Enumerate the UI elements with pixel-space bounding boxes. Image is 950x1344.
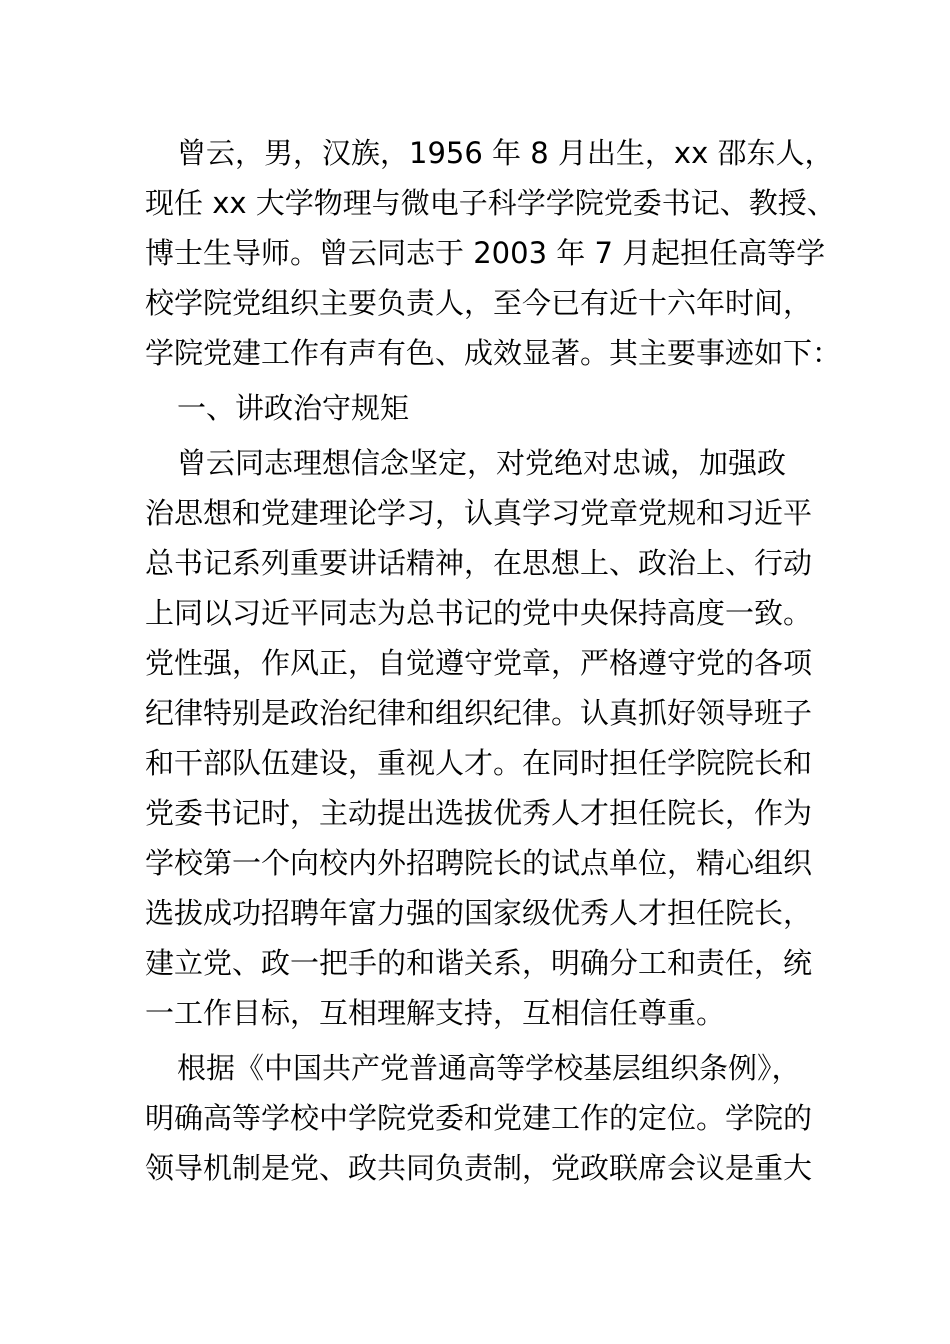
- text-line: 纪律特别是政治纪律和组织纪律。认真抓好领导班子: [145, 696, 813, 730]
- text-line: 上同以习近平同志为总书记的党中央保持高度一致。: [145, 596, 813, 630]
- text-line: 领导机制是党、政共同负责制，党政联席会议是重大: [145, 1151, 813, 1185]
- heading-text: 一、讲政治守规矩: [177, 391, 410, 425]
- paragraph-politics: [145, 438, 825, 1038]
- text-line: 学院党建工作有声有色、成效显著。其主要事迹如下：: [145, 336, 842, 370]
- text-line: 曾云，男，汉族，1956 年 8 月出生，xx 邵东人，: [177, 136, 834, 170]
- section-heading: [145, 383, 825, 433]
- text-line: 博士生导师。曾云同志于 2003 年 7 月起担任高等学: [145, 236, 826, 270]
- text-line: 根据《中国共产党普通高等学校基层组织条例》，: [177, 1051, 801, 1085]
- text-line: 治思想和党建理论学习，认真学习党章党规和习近平: [145, 496, 813, 530]
- paragraph-intro: [145, 128, 842, 378]
- text-line: 一工作目标，互相理解支持，互相信任尊重。: [145, 996, 726, 1030]
- text-line: 和干部队伍建设，重视人才。在同时担任学院院长和: [145, 746, 813, 780]
- text-line: 选拔成功招聘年富力强的国家级优秀人才担任院长，: [145, 896, 813, 930]
- text-line: 总书记系列重要讲话精神，在思想上、政治上、行动: [145, 546, 813, 580]
- text-line: 学校第一个向校内外招聘院长的试点单位，精心组织: [145, 846, 813, 880]
- text-line: 明确高等学校中学院党委和党建工作的定位。学院的: [145, 1101, 813, 1135]
- text-line: 建立党、政一把手的和谐关系，明确分工和责任，统: [145, 946, 813, 980]
- text-line: 党性强，作风正，自觉遵守党章，严格遵守党的各项: [145, 646, 813, 680]
- text-line: 曾云同志理想信念坚定，对党绝对忠诚，加强政: [177, 446, 787, 480]
- text-line: 现任 xx 大学物理与微电子科学学院党委书记、教授、: [145, 186, 836, 220]
- text-line: 党委书记时，主动提出选拔优秀人才担任院长，作为: [145, 796, 813, 830]
- text-line: 校学院党组织主要负责人，至今已有近十六年时间，: [145, 286, 813, 320]
- paragraph-regulations: [145, 1043, 825, 1193]
